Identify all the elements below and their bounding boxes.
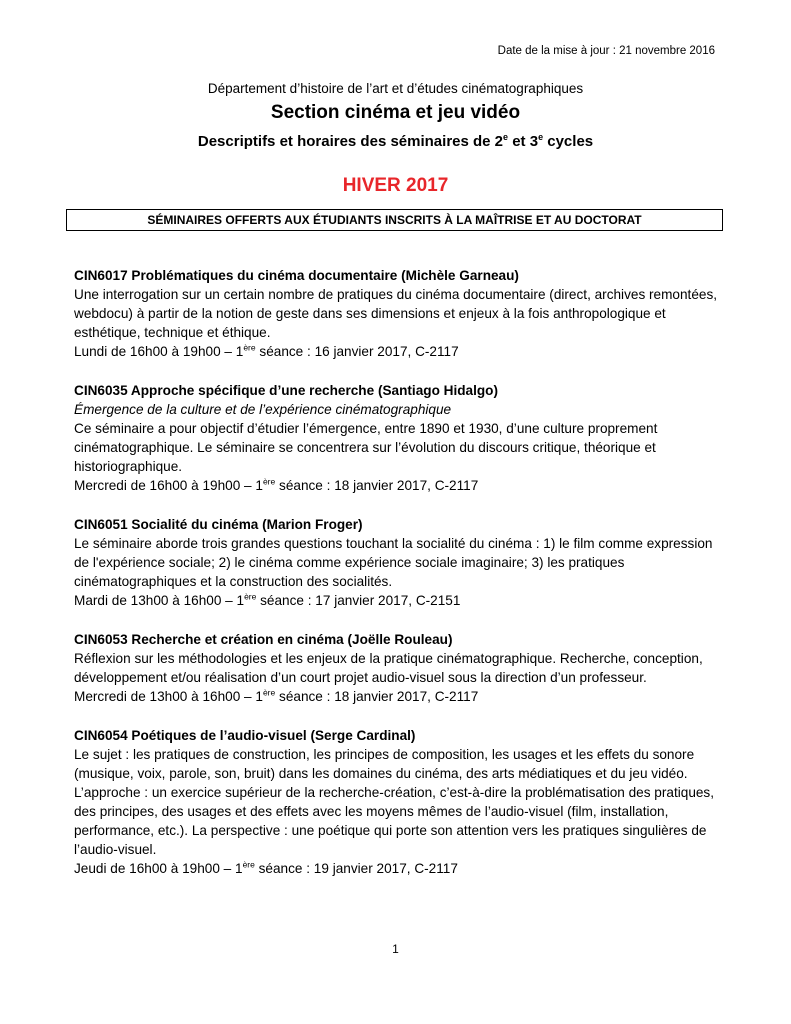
seminar-schedule (74, 591, 724, 610)
seminar-cin6054 (74, 726, 724, 878)
schedule-text: Mercredi de 13h00 à 16h00 – 1 (74, 689, 263, 704)
schedule-sup: ère (262, 687, 276, 698)
schedule-details: séance : 19 janvier 2017, C-2117 (254, 861, 458, 876)
seminars-banner: SÉMINAIRES OFFERTS AUX ÉTUDIANTS INSCRITS À LA MAÎTRISE ET AU DOCTORAT (66, 209, 723, 231)
subtitle-sup-2: e (538, 132, 544, 142)
seminar-cin6035 (74, 381, 724, 495)
seminar-cin6051 (74, 515, 724, 610)
department-name: Département d’histoire de l’art et d’études cinématographiques (207, 81, 584, 96)
schedule-text: Mercredi de 16h00 à 19h00 – 1 (74, 478, 263, 493)
schedule-sup: ère (244, 591, 257, 602)
seminar-description: Ce séminaire a pour objectif d’étudier l’émergence, entre 1890 et 1930, d’une culture proprement cinématographique. Le séminaire se concentrera sur l’évolution du discours critique, théorique et historiographique. (74, 421, 658, 474)
seminar-title: CIN6051 Socialité du cinéma (Marion Froger) (74, 517, 363, 532)
seminar-description: Une interrogation sur un certain nombre de pratiques du cinéma documentaire (direct, archives remontées, webdocu) à partir de la notion de geste dans ses dimensions et enjeux à la fois anthropologique et esthétique, technique et éthique. (74, 287, 718, 340)
page-number: 1 (392, 942, 399, 956)
document-subtitle (0, 127, 791, 152)
seminar-description: Réflexion sur les méthodologies et les enjeux de la pratique cinématographique. Recherche, conception, développement et/ou réalisation d’un court projet audio-visuel sous la direction d’un professeur. (74, 651, 703, 685)
seminar-list (74, 266, 724, 898)
schedule-details: séance : 18 janvier 2017, C-2117 (275, 478, 479, 493)
seminar-schedule (74, 687, 724, 706)
subtitle-text-2: et 3 (508, 133, 539, 150)
seminar-title: CIN6017 Problématiques du cinéma documentaire (Michèle Garneau) (74, 268, 519, 283)
seminar-title: CIN6053 Recherche et création en cinéma (Joëlle Rouleau) (74, 632, 453, 647)
update-date: Date de la mise à jour : 21 novembre 2016 (497, 45, 715, 57)
seminar-description: Le séminaire aborde trois grandes questions touchant la socialité du cinéma : 1) le film comme expression de l'expérience sociale; 2) le cinéma comme expérience sociale imaginaire; 3) les pratiques cinématographiques et la construction des socialités. (74, 536, 713, 589)
subtitle-sup-1: e (503, 132, 509, 142)
seminar-schedule (74, 476, 724, 495)
seminar-subtitle: Émergence de la culture et de l’expérience cinématographique (74, 402, 452, 417)
document-header (0, 80, 791, 198)
schedule-details: séance : 18 janvier 2017, C-2117 (275, 689, 479, 704)
schedule-details: séance : 17 janvier 2017, C-2151 (256, 593, 461, 608)
schedule-details: séance : 16 janvier 2017, C-2117 (255, 344, 459, 359)
seminar-description: Le sujet : les pratiques de construction, les principes de composition, les usages et les effets du sonore (musique, voix, parole, son, bruit) dans les domaines du cinéma, des arts médiatiques et du jeu vidéo. L’approche : un exercice supérieur de la recherche-création, c’est-à-dire la problématisation des pratiques, des principes, des usages et des effets avec les moyens mêmes de l’audio-visuel (film, installation, performance, etc.). La perspective : une poétique qui porte son attention vers les pratiques singulières de l’audio-visuel. (74, 747, 715, 857)
schedule-text: Lundi de 16h00 à 19h00 – 1 (74, 344, 244, 359)
schedule-sup: ère (262, 476, 276, 487)
seminar-cin6053 (74, 630, 724, 706)
section-title: Section cinéma et jeu vidéo (270, 102, 521, 123)
subtitle-text-1: Descriptifs et horaires des séminaires de 2 (197, 133, 504, 150)
subtitle-text-3: cycles (543, 133, 594, 150)
seminar-schedule (74, 859, 724, 878)
seminar-title: CIN6035 Approche spécifique d’une recherche (Santiago Hidalgo) (74, 383, 499, 398)
seminar-cin6017 (74, 266, 724, 361)
schedule-text: Mardi de 13h00 à 16h00 – 1 (74, 593, 245, 608)
seminar-title: CIN6054 Poétiques de l’audio-visuel (Serge Cardinal) (74, 728, 416, 743)
term-title: HIVER 2017 (342, 175, 449, 196)
schedule-text: Jeudi de 16h00 à 19h00 – 1 (74, 861, 243, 876)
schedule-sup: ère (242, 859, 255, 870)
schedule-sup: ère (243, 342, 256, 353)
seminar-schedule (74, 342, 724, 361)
